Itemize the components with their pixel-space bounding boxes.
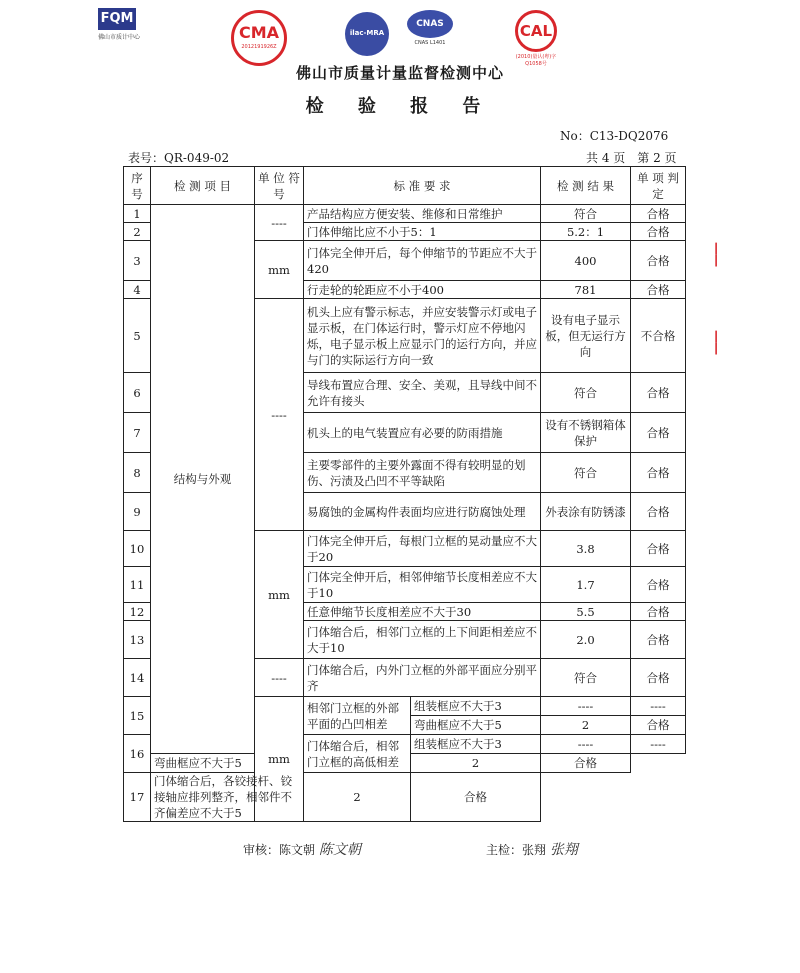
requirement-cell: 产品结构应方便安装、维修和日常维护 — [304, 205, 541, 223]
unit-cell: mm — [255, 241, 304, 299]
requirement-cell: 门体缩合后，相邻门立框的上下间距相差应不大于10 — [304, 621, 541, 659]
result-cell: 5.2：1 — [541, 223, 631, 241]
header-unit: 单 位 符 号 — [255, 167, 304, 205]
reviewer-signature: 陈文朝 — [318, 842, 361, 858]
unit-cell: ---- — [255, 659, 304, 697]
judgement-cell: 合格 — [631, 241, 686, 281]
inspector-line — [486, 839, 578, 859]
row-number: 10 — [124, 531, 151, 567]
judgement-cell: 合格 — [631, 531, 686, 567]
sub-requirement-cell: 弯曲框应不大于5 — [151, 754, 255, 773]
requirement-cell: 行走轮的轮距应不小于400 — [304, 281, 541, 299]
result-cell: 2 — [541, 716, 631, 735]
row-number: 11 — [124, 567, 151, 603]
judgement-cell: 合格 — [631, 621, 686, 659]
requirement-cell: 机头上的电气装置应有必要的防雨措施 — [304, 413, 541, 453]
row-number: 17 — [124, 773, 151, 822]
judgement-cell: 合格 — [631, 205, 686, 223]
requirement-cell: 主要零部件的主要外露面不得有较明显的划伤、污渍及凸凹不平等缺陷 — [304, 453, 541, 493]
unit-cell: mm — [255, 697, 304, 822]
cal-seal — [508, 10, 564, 67]
inspector-label: 主检： — [486, 843, 523, 857]
row-number: 13 — [124, 621, 151, 659]
result-cell: 1.7 — [541, 567, 631, 603]
page-info: 共 4 页 第 2 页 — [586, 151, 677, 165]
result-cell: 设有不锈钢箱体保护 — [541, 413, 631, 453]
requirement-cell: 门体缩合后，各铰接杆、铰接轴应排列整齐，相邻件不齐偏差应不大于5 — [151, 773, 304, 822]
row-number: 15 — [124, 697, 151, 735]
requirement-cell: 相邻门立框的外部平面的凸凹相差 — [304, 697, 411, 735]
row-number: 5 — [124, 299, 151, 373]
cnas-logo-mark: CNAS — [407, 10, 453, 38]
ilac-mra-text: ilac-MRA — [349, 29, 385, 37]
requirement-cell: 机头上应有警示标志，并应安装警示灯或电子显示板，在门体运行时，警示灯应不停地闪烁，电子显示板上应显示门的运行方向，并应与门的实际运行方向一致 — [304, 299, 541, 373]
cal-seal-mark: CAL — [515, 10, 557, 52]
judgement-cell: 合格 — [631, 493, 686, 531]
judgement-cell: 合格 — [631, 223, 686, 241]
cal-seal-number: (2010)量认(粤)字 Q1058号 — [515, 54, 557, 67]
result-cell: ---- — [541, 697, 631, 716]
requirement-cell: 门体伸缩比应不小于5：1 — [304, 223, 541, 241]
report-number: No：C13-DQ2076 — [560, 129, 669, 143]
requirement-cell: 门体缩合后，内外门立框的外部平面应分别平齐 — [304, 659, 541, 697]
judgement-cell: 合格 — [631, 453, 686, 493]
judgement-cell: ---- — [631, 735, 686, 754]
requirement-cell: 易腐蚀的金属构件表面均应进行防腐蚀处理 — [304, 493, 541, 531]
header-judgement: 单 项 判 定 — [631, 167, 686, 205]
result-cell: 3.8 — [541, 531, 631, 567]
result-cell: 符合 — [541, 205, 631, 223]
ilac-mra-logo — [345, 12, 389, 56]
result-cell: 符合 — [541, 373, 631, 413]
header-requirement: 标 准 要 求 — [304, 167, 541, 205]
unit-cell: ---- — [255, 205, 304, 241]
cnas-logo-number: CNAS L1401 — [414, 40, 446, 46]
row-number: 6 — [124, 373, 151, 413]
row-number: 1 — [124, 205, 151, 223]
row-number: 3 — [124, 241, 151, 281]
result-cell: 2 — [411, 754, 541, 773]
cma-seal-text: CMA — [238, 23, 280, 42]
result-cell: 符合 — [541, 453, 631, 493]
requirement-cell: 门体完全伸开后，相邻伸缩节长度相差应不大于10 — [304, 567, 541, 603]
row-number: 2 — [124, 223, 151, 241]
judgement-cell: 不合格 — [631, 299, 686, 373]
result-cell: 符合 — [541, 659, 631, 697]
cnas-logo — [404, 10, 456, 58]
table-row — [124, 205, 686, 223]
result-cell: 设有电子显示板，但无运行方向 — [541, 299, 631, 373]
result-cell: 2 — [304, 773, 411, 822]
reviewer-line — [243, 839, 361, 859]
table-row — [124, 773, 686, 822]
judgement-cell: 合格 — [631, 281, 686, 299]
cma-seal-number: 2012191926Z — [241, 44, 277, 50]
sub-requirement-cell: 组装框应不大于3 — [411, 697, 541, 716]
result-cell: 781 — [541, 281, 631, 299]
judgement-cell: 合格 — [411, 773, 541, 822]
inspector-name: 张翔 — [522, 843, 547, 857]
row-number: 8 — [124, 453, 151, 493]
sub-requirement-cell: 弯曲框应不大于5 — [411, 716, 541, 735]
result-cell: 400 — [541, 241, 631, 281]
judgement-cell: 合格 — [631, 373, 686, 413]
fqm-logo-caption: 佛山市质计中心 — [98, 34, 141, 41]
result-cell: 外表涂有防锈漆 — [541, 493, 631, 531]
requirement-cell: 门体缩合后，相邻门立框的高低相差 — [304, 735, 411, 773]
inspector-signature: 张翔 — [549, 842, 578, 858]
header-seq: 序号 — [124, 167, 151, 205]
result-cell: 5.5 — [541, 603, 631, 621]
institution-name: 佛山市质量计量监督检测中心 — [295, 64, 504, 82]
row-number: 12 — [124, 603, 151, 621]
fqm-logo — [98, 8, 142, 41]
judgement-cell: 合格 — [631, 716, 686, 735]
sub-requirement-cell: 组装框应不大于3 — [411, 735, 541, 754]
row-number: 14 — [124, 659, 151, 697]
judgement-cell: 合格 — [631, 413, 686, 453]
margin-stamp-mark: ┃ ┃ — [713, 244, 720, 267]
result-cell: ---- — [541, 735, 631, 754]
row-number: 4 — [124, 281, 151, 299]
judgement-cell: 合格 — [631, 603, 686, 621]
requirement-cell: 导线布置应合理、安全、美观，且导线中间不允许有接头 — [304, 373, 541, 413]
cma-seal — [231, 10, 287, 66]
judgement-cell: 合格 — [631, 659, 686, 697]
judgement-cell: 合格 — [631, 567, 686, 603]
inspection-table — [123, 166, 686, 822]
reviewer-label: 审核： — [243, 843, 280, 857]
table-header-row — [124, 167, 686, 205]
form-number: 表号：QR-049-02 — [128, 151, 230, 165]
judgement-cell: ---- — [631, 697, 686, 716]
fqm-logo-mark: FQM — [98, 8, 136, 30]
result-cell: 2.0 — [541, 621, 631, 659]
reviewer-name: 陈文朝 — [279, 843, 316, 857]
margin-stamp-mark: ┃ ┃ — [713, 332, 720, 355]
row-number: 16 — [124, 735, 151, 773]
header-result: 检 测 结 果 — [541, 167, 631, 205]
requirement-cell: 任意伸缩节长度相差应不大于30 — [304, 603, 541, 621]
report-title: 检 验 报 告 — [305, 96, 495, 117]
requirement-cell: 门体完全伸开后，每个伸缩节的节距应不大于420 — [304, 241, 541, 281]
unit-cell: mm — [255, 531, 304, 659]
item-group-cell: 结构与外观 — [151, 205, 255, 754]
row-number: 9 — [124, 493, 151, 531]
header-item: 检 测 项 目 — [151, 167, 255, 205]
unit-cell: ---- — [255, 299, 304, 531]
requirement-cell: 门体完全伸开后，每根门立框的晃动量应不大于20 — [304, 531, 541, 567]
judgement-cell: 合格 — [541, 754, 631, 773]
row-number: 7 — [124, 413, 151, 453]
